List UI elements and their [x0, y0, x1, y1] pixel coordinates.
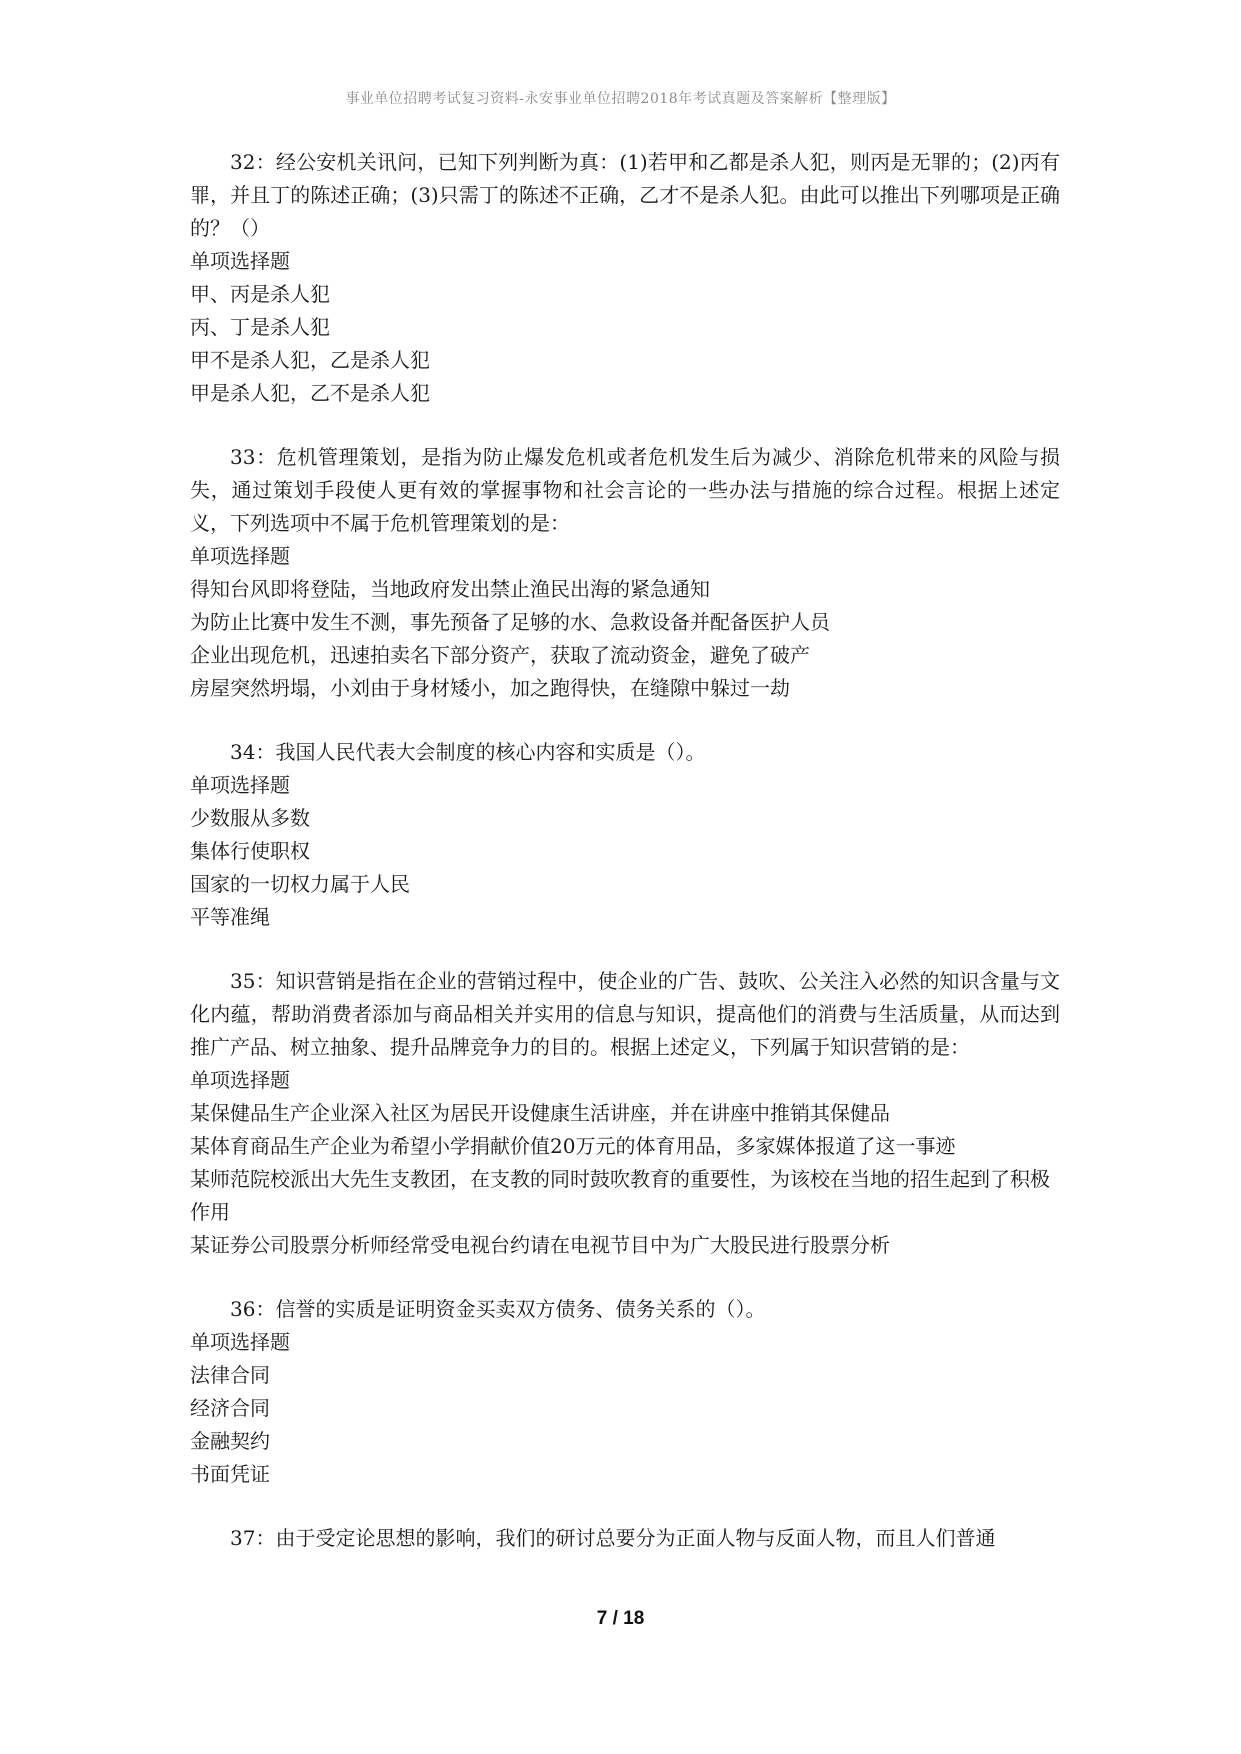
answer-option: 经济合同: [190, 1396, 270, 1420]
question-stem: 34：我国人民代表大会制度的核心内容和实质是（）。: [230, 740, 706, 764]
question-stem: 32：经公安机关讯问，已知下列判断为真：(1)若甲和乙都是杀人犯，则丙是无罪的；(2)丙有罪，并且丁的陈述正确；(3)只需丁的陈述不正确，乙才不是杀人犯。由此可以推出下列哪项是正确的？（）: [190, 150, 1060, 240]
answer-option: 甲不是杀人犯，乙是杀人犯: [190, 348, 430, 372]
question-33: [190, 441, 1060, 705]
document-body: [190, 146, 1060, 1586]
question-type: 单项选择题: [190, 544, 290, 568]
answer-option: 某体育商品生产企业为希望小学捐献价值20万元的体育用品，多家媒体报道了这一事迹: [190, 1134, 956, 1158]
answer-option: 书面凭证: [190, 1462, 270, 1486]
answer-option: 甲是杀人犯，乙不是杀人犯: [190, 381, 430, 405]
answer-option: 法律合同: [190, 1363, 270, 1387]
answer-option: 金融契约: [190, 1429, 270, 1453]
question-type: 单项选择题: [190, 1330, 290, 1354]
answer-option: 某保健品生产企业深入社区为居民开设健康生活讲座，并在讲座中推销其保健品: [190, 1101, 890, 1125]
answer-option: 丙、丁是杀人犯: [190, 315, 330, 339]
question-37: [190, 1522, 1060, 1555]
question-36: [190, 1293, 1060, 1491]
answer-option: 某师范院校派出大先生支教团，在支教的同时鼓吹教育的重要性，为该校在当地的招生起到了积极作用: [190, 1167, 1050, 1224]
answer-option: 房屋突然坍塌，小刘由于身材矮小，加之跑得快，在缝隙中躲过一劫: [190, 676, 790, 700]
question-stem: 35：知识营销是指在企业的营销过程中，使企业的广告、鼓吹、公关注入必然的知识含量与文化内蕴，帮助消费者添加与商品相关并实用的信息与知识，提高他们的消费与生活质量，从而达到推广产品、树立抽象、提升品牌竞争力的目的。根据上述定义，下列属于知识营销的是：: [190, 969, 1060, 1059]
question-type: 单项选择题: [190, 1068, 290, 1092]
question-35: [190, 965, 1060, 1262]
question-type: 单项选择题: [190, 249, 290, 273]
answer-option: 平等准绳: [190, 905, 270, 929]
answer-option: 甲、丙是杀人犯: [190, 282, 330, 306]
answer-option: 企业出现危机，迅速拍卖名下部分资产，获取了流动资金，避免了破产: [190, 643, 810, 667]
answer-option: 为防止比赛中发生不测，事先预备了足够的水、急救设备并配备医护人员: [190, 610, 830, 634]
answer-option: 少数服从多数: [190, 806, 310, 830]
answer-option: 国家的一切权力属于人民: [190, 872, 410, 896]
page-number: 7 / 18: [596, 1608, 645, 1629]
answer-option: 得知台风即将登陆，当地政府发出禁止渔民出海的紧急通知: [190, 577, 710, 601]
answer-option: 集体行使职权: [190, 839, 310, 863]
answer-option: 某证券公司股票分析师经常受电视台约请在电视节目中为广大股民进行股票分析: [190, 1233, 890, 1257]
question-34: [190, 736, 1060, 934]
question-stem: 33：危机管理策划，是指为防止爆发危机或者危机发生后为减少、消除危机带来的风险与损失，通过策划手段使人更有效的掌握事物和社会言论的一些办法与措施的综合过程。根据上述定义，下列选项中不属于危机管理策划的是：: [190, 445, 1060, 535]
question-stem: 37：由于受定论思想的影响，我们的研讨总要分为正面人物与反面人物，而且人们普通: [230, 1526, 996, 1550]
question-32: [190, 146, 1060, 410]
question-stem: 36：信誉的实质是证明资金买卖双方债务、债务关系的（）。: [230, 1297, 766, 1321]
page-header: 事业单位招聘考试复习资料-永安事业单位招聘2018年考试真题及答案解析【整理版】: [345, 91, 896, 107]
question-type: 单项选择题: [190, 773, 290, 797]
